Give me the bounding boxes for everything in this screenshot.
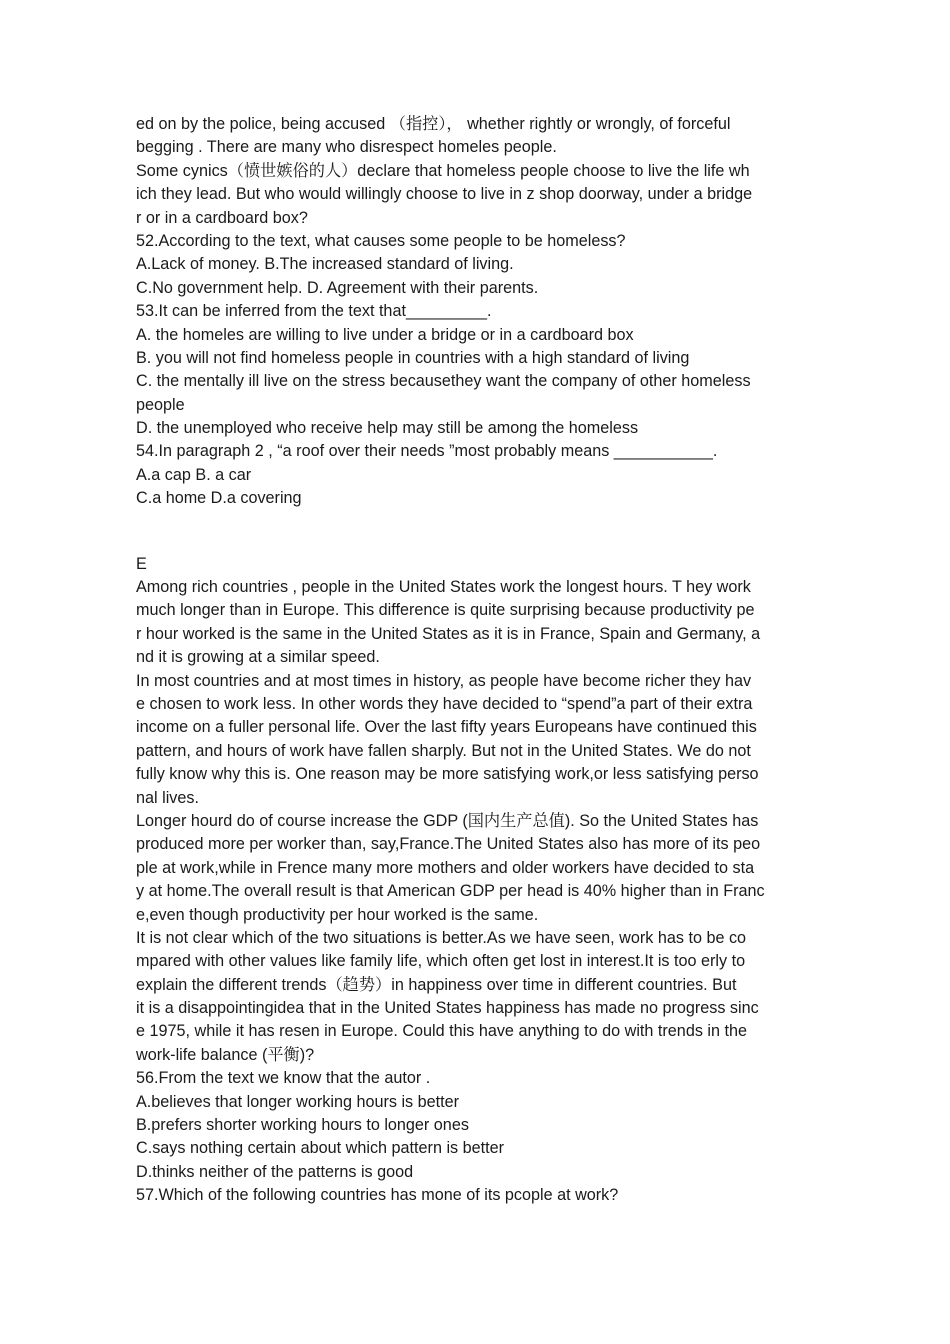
passage-e <box>136 553 816 1208</box>
text-line: e chosen to work less. In other words they have decided to “spend”a part of their extra <box>136 694 753 713</box>
text-line: e,even though productivity per hour worked is the same. <box>136 905 539 924</box>
text-line: r or in a cardboard box? <box>136 208 308 227</box>
question-52: 52.According to the text, what causes some people to be homeless? <box>136 231 626 250</box>
text-line: it is a disappointingidea that in the United States happiness has made no progress sinc <box>136 999 759 1018</box>
question-56: 56.From the text we know that the autor . <box>136 1069 431 1088</box>
text-line: ed on by the police, being accused （指控）， whether rightly or wrongly, of forceful <box>136 115 731 133</box>
text-line: It is not clear which of the two situations is better.As we have seen, work has to be co <box>136 928 747 947</box>
question-57: 57.Which of the following countries has mone of its pcople at work? <box>136 1186 619 1205</box>
question-53: 53.It can be inferred from the text that_________. <box>136 302 492 321</box>
text-line: work-life balance (平衡)? <box>136 1045 315 1064</box>
question-54: 54.In paragraph 2 , “a roof over their needs ”most probably means ___________. <box>136 442 718 461</box>
text-line: ich they lead. But who would willingly choose to live in z shop doorway, under a bridge <box>136 185 753 204</box>
text-line: explain the different trends（趋势）in happiness over time in different countries. But <box>136 975 737 994</box>
question-52-options-ab: A.Lack of money. B.The increased standard of living. <box>136 255 514 274</box>
text-line: pattern, and hours of work have fallen sharply. But not in the United States. We do not <box>136 741 751 760</box>
question-56-option-d: D.thinks neither of the patterns is good <box>136 1162 414 1181</box>
section-heading-e: E <box>136 554 147 573</box>
question-56-option-b: B.prefers shorter working hours to longer ones <box>136 1116 469 1135</box>
text-line: In most countries and at most times in history, as people have become richer they hav <box>136 671 752 690</box>
question-53-option-c-cont: people <box>136 395 185 414</box>
question-53-option-c: C. the mentally ill live on the stress becausethey want the company of other homeless <box>136 372 751 391</box>
text-line: mpared with other values like family life, which often get lost in interest.It is too erly to <box>136 952 746 971</box>
text-line: ple at work,while in Frence many more mothers and older workers have decided to sta <box>136 858 755 877</box>
document-content <box>136 113 816 1208</box>
question-52-options-cd: C.No government help. D. Agreement with their parents. <box>136 278 539 297</box>
question-53-option-a: A. the homeles are willing to live under a bridge or in a cardboard box <box>136 325 634 344</box>
question-53-option-b: B. you will not find homeless people in countries with a high standard of living <box>136 348 690 367</box>
text-line: y at home.The overall result is that American GDP per head is 40% higher than in Franc <box>136 882 765 901</box>
text-line: r hour worked is the same in the United States as it is in France, Spain and Germany, a <box>136 624 761 643</box>
question-54-options-cd: C.a home D.a covering <box>136 489 302 508</box>
text-line: much longer than in Europe. This difference is quite surprising because productivity pe <box>136 601 755 620</box>
question-56-option-c: C.says nothing certain about which pattern is better <box>136 1139 505 1158</box>
section-gap <box>136 511 816 553</box>
text-line: fully know why this is. One reason may be more satisfying work,or less satisfying perso <box>136 765 759 784</box>
text-line: Some cynics（愤世嫉俗的人）declare that homeless people choose to live the life wh <box>136 161 750 180</box>
text-line: income on a fuller personal life. Over the last fifty years Europeans have continued this <box>136 718 757 737</box>
text-line: begging . There are many who disrespect homeles people. <box>136 138 557 157</box>
text-line: nd it is growing at a similar speed. <box>136 648 380 667</box>
question-54-options-ab: A.a cap B. a car <box>136 465 252 484</box>
question-53-option-d: D. the unemployed who receive help may still be among the homeless <box>136 419 639 438</box>
text-line: produced more per worker than, say,France.The United States also has more of its peo <box>136 835 761 854</box>
text-line: e 1975, while it has resen in Europe. Could this have anything to do with trends in the <box>136 1022 748 1041</box>
text-line: Among rich countries , people in the United States work the longest hours. T hey work <box>136 578 751 597</box>
text-line: nal lives. <box>136 788 199 807</box>
question-56-option-a: A.believes that longer working hours is better <box>136 1092 460 1111</box>
text-line: Longer hourd do of course increase the GDP (国内生产总值). So the United States has <box>136 811 759 830</box>
passage-d-continuation <box>136 113 816 511</box>
